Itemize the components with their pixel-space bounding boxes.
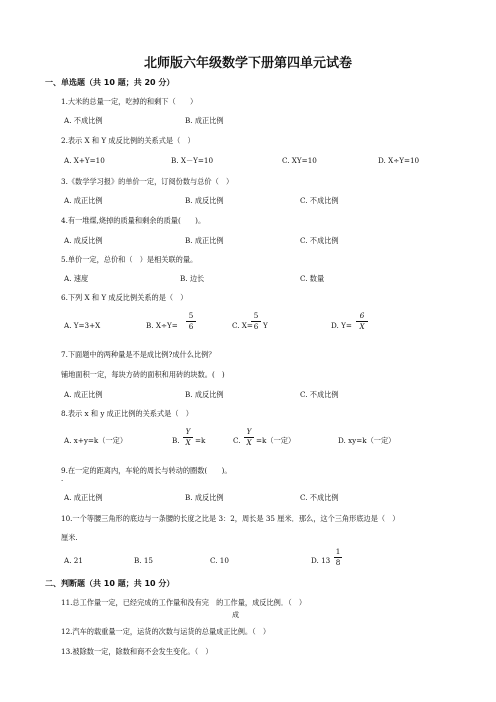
q10-option-d-fraction (334, 547, 342, 568)
q6-option-b[interactable]: B. X÷Y= (146, 321, 178, 330)
section-heading-single-choice: 一、单选题（共 10 题；共 20 分） (45, 78, 175, 87)
fraction-numerator: 1 (335, 547, 341, 556)
fraction-denominator: 8 (335, 558, 341, 567)
q8-option-b[interactable]: B. (172, 436, 180, 445)
fraction-denominator: X (185, 438, 191, 447)
section-heading-true-false: 二、判断题（共 10 题；共 10 分） (45, 579, 175, 588)
q10-option-d[interactable]: D. 13 (311, 556, 331, 565)
page-title: 北师版六年级数学下册第四单元试卷 (143, 56, 352, 71)
q7-option-a[interactable]: A. 成正比例 (64, 390, 103, 399)
q5-option-c[interactable]: C. 数量 (300, 274, 325, 283)
q5-option-a[interactable]: A. 速度 (64, 274, 89, 283)
q3-option-c[interactable]: C. 不成比例 (300, 196, 339, 205)
question-10-continued: 厘米. (61, 533, 78, 542)
question-10: 10.一个等腰三角形的底边与一条腰的长度之比是 3：2，周长是 35 厘米．那么，这个三角形底边是（ ） (61, 514, 400, 523)
fraction-numerator: 6 (356, 311, 368, 322)
question-9: 9.在一定的距离内，车轮的周长与转动的圈数( )。 (61, 466, 232, 475)
question-3: 3.《数学学习报》的单价一定，订阅份数与总价（ ） (61, 177, 234, 186)
fraction-denominator: X (246, 438, 252, 447)
fraction-numerator: Y (244, 427, 254, 438)
fraction-denominator: 6 (253, 322, 259, 331)
q2-option-a[interactable]: A. X+Y=10 (64, 156, 105, 165)
q6-option-c[interactable]: C. X= (232, 321, 253, 330)
q6-option-c-fraction (251, 311, 261, 332)
q7-option-b[interactable]: B. 成反比例 (185, 390, 224, 399)
fraction-numerator: Y (183, 427, 193, 438)
q6-option-b-fraction (186, 311, 196, 332)
q6-option-d-fraction (356, 311, 368, 332)
q2-option-b[interactable]: B. X－Y=10 (171, 156, 214, 165)
question-2: 2.表示 X 和 Y 成反比例的关系式是（ ） (61, 136, 195, 145)
q8-option-b-suffix: =k (195, 436, 206, 445)
q1-option-a[interactable]: A. 不成比例 (64, 116, 103, 125)
q8-option-c[interactable]: C. (233, 436, 241, 445)
q8-option-c-fraction (244, 427, 254, 448)
question-11-subscript: 成 (232, 611, 239, 619)
q4-option-c[interactable]: C. 不成比例 (300, 236, 339, 245)
question-12: 12.汽车的载重量一定，运货的次数与运货的总量成正比例。（ ） (61, 627, 271, 636)
q6-option-d[interactable]: D. Y= (331, 321, 352, 330)
q8-option-b-fraction (183, 427, 193, 448)
question-11: 11.总工作量一定，已经完成的工作量和没有完 的工作量，成反比例．（ ） (61, 598, 307, 607)
question-13: 13.被除数一定，除数和商不会发生变化。（ ） (61, 647, 213, 656)
q10-option-a[interactable]: A. 21 (64, 556, 83, 565)
question-5: 5.单价一定，总价和（ ）是相关联的量。 (61, 255, 198, 264)
q6-option-c-suffix: Y (263, 321, 268, 330)
q8-option-a[interactable]: A. x+y=k（一定） (64, 436, 128, 445)
q4-option-b[interactable]: B. 成正比例 (185, 236, 224, 245)
q9-option-c[interactable]: C. 不成比例 (300, 493, 339, 502)
q2-option-c[interactable]: C. XY=10 (282, 156, 317, 165)
q9-option-b[interactable]: B. 成反比例 (185, 493, 224, 502)
fraction-numerator: 5 (186, 311, 196, 322)
q3-option-a[interactable]: A. 成正比例 (64, 196, 103, 205)
stray-dot: · (61, 477, 64, 485)
q6-option-a[interactable]: A. Y=3+X (64, 321, 101, 330)
q3-option-b[interactable]: B. 成反比例 (185, 196, 224, 205)
fraction-denominator: 6 (188, 322, 194, 331)
q4-option-a[interactable]: A. 成反比例 (64, 236, 103, 245)
q5-option-b[interactable]: B. 边长 (180, 274, 205, 283)
question-7-statement: 铺地面积一定，每块方砖的面积和用砖的块数。( ) (61, 370, 225, 379)
q9-option-a[interactable]: A. 成正比例 (64, 493, 103, 502)
q8-option-c-suffix: =k（一定） (256, 436, 296, 445)
question-7: 7.下面题中的两种量是不是成比例?成什么比例？ (61, 350, 216, 359)
q2-option-d[interactable]: D. X÷Y=10 (378, 156, 420, 165)
q7-option-c[interactable]: C. 不成比例 (300, 390, 339, 399)
q8-option-d[interactable]: D. xy=k（一定） (338, 436, 396, 445)
fraction-numerator: 5 (251, 311, 261, 322)
question-1: 1.大米的总量一定，吃掉的和剩下（ ） (61, 97, 198, 106)
question-8: 8.表示 x 和 y 成正比例的关系式是（ ） (61, 409, 193, 418)
question-4: 4.有一堆煤,烧掉的质量和剩余的质量( )。 (61, 216, 206, 225)
q10-option-c[interactable]: C. 10 (210, 556, 229, 565)
fraction-denominator: X (359, 322, 365, 331)
question-6: 6.下列 X 和 Y 成反比例关系的是（ ） (61, 293, 188, 302)
q1-option-b[interactable]: B. 成正比例 (185, 116, 224, 125)
q10-option-b[interactable]: B. 15 (134, 556, 153, 565)
